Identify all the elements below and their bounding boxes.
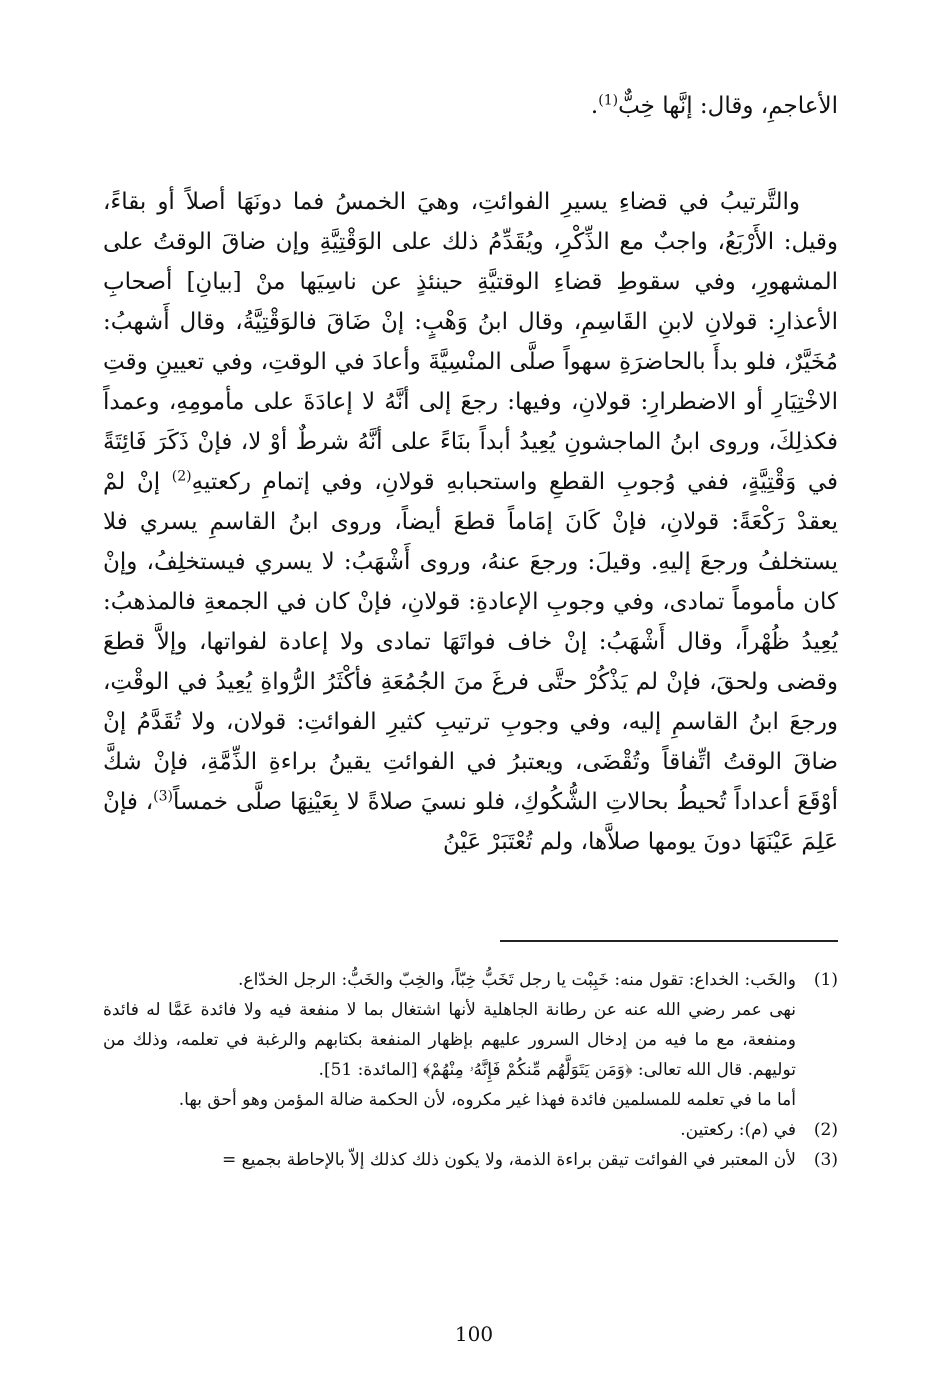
footnote-ref-3: (3) bbox=[153, 788, 173, 805]
footnote-2 bbox=[103, 1115, 838, 1145]
footnote-ref-1: (1) bbox=[598, 92, 619, 109]
footnote-ref-2: (2) bbox=[171, 468, 192, 485]
paragraph-text-part-2: إنْ لمْ يعقدْ رَكْعَةً: قولانِ، فإنْ كَانَ إمَاماً قطعَ أيضاً، وروى ابنُ القاسمِ يسري فلا يستخلفُ ورجعَ إليهِ. وقيلَ: ورجعَ عنهُ، وروى أَشْهَبُ: لا يسري فيستخلِفُ، وإنْ كان مأموماً تمادى، وفي وجوبِ الإعادةِ: قولانِ، فإنْ كان في الجمعةِ فالمذهبُ: يُعِيدُ ظُهْراً، وقال أَشْهَبُ: إنْ خاف فواتَهَا تمادى ولا إعادة لفواتها، وإلاَّ قطعَ وقضى ولحقَ، فإنْ لم يَذْكُرْ حتَّى فرغَ منَ الجُمُعَةِ فأكْثَرُ الرُّواةِ يُعِيدُ في الوقْتِ، ورجعَ ابنُ القاسمِ إليه، وفي وجوبِ ترتيبِ كثيرِ الفوائتِ: قولان، ولا تُقَدَّمُ إنْ ضاقَ الوقتُ اتِّفاقاً وتُقْضَى، ويعتبرُ في الفوائتِ يقينُ براءةِ الذِّمَّةِ، فإنْ شكَّ أوْقَعَ أعداداً تُحيطُ بحالاتِ الشُّكُوكِ، فلو نسيَ صلاةً لا بِعَيْنِهَا صلَّى خمساً bbox=[103, 469, 838, 815]
page-number: 100 bbox=[454, 1322, 494, 1346]
paragraph-text-part-3: ، فإنْ عَلِمَ عَيْنَهَا دونَ يومها صلاَّها، ولم تُعْتَبَرْ عَيْنُ bbox=[103, 789, 838, 855]
footnotes-section bbox=[103, 965, 838, 1175]
footnote-number-1: (1) bbox=[813, 970, 838, 990]
footnote-number-3: (3) bbox=[813, 1150, 838, 1170]
opening-text: الأعاجمِ، وقال: إنَّها خِبٌّ bbox=[618, 93, 838, 119]
footnote-1-line-2: نهى عمر رضي الله عنه عن رطانة الجاهلية لأنها اشتغال بما لا منفعة فيه ولا فائدة عَمَّا له فائدة ومنفعة، مع ما فيه من إدخال السرور عليهم بإظهار المنفعة بكتابهم والرغبة في تعلمه، وذلك من توليهم. قال الله تعالى: ﴿وَمَن يَتَوَلَّهُم مِّنكُمْ فَإِنَّهُۥ مِنْهُمْ﴾ [المائدة: 51]. bbox=[103, 1000, 796, 1080]
footnote-separator bbox=[500, 940, 838, 942]
footnote-1 bbox=[103, 965, 838, 1115]
footnote-3 bbox=[103, 1145, 838, 1175]
opening-period: . bbox=[590, 93, 599, 119]
main-paragraph bbox=[103, 182, 838, 862]
paragraph-text-part-1: والتَّرتيبُ في قضاءِ يسيرِ الفوائتِ، وهيَ الخمسُ فما دونَهَا أصلاً أو بقاءً، وقيل: الأَرْبَعُ، واجبٌ مع الذِّكْرِ، ويُقَدِّمُ ذلك على الوَقْتِيَّةِ وإن ضاقَ الوقتُ على المشهورِ، وفي سقوطِ قضاءِ الوقتيَّةِ حينئذٍ عن ناسِيَها منْ [بيانِ] أصحابِ الأعذارِ: قولانِ لابنِ القَاسِمِ، وقال ابنُ وَهْبٍ: إنْ ضَاقَ فالوَقْتِيَّةُ، وقال أَشهبُ: مُخَيَّرٌ، فلو بدأَ بالحاضرَةِ سهواً صلَّى المنْسِيَّةَ وأعادَ في الوقتِ، وفي تعيينِ وقتِ الاخْتِيَارِ أو الاضطرارِ: قولانِ، وفيها: رجعَ إلى أنَّهُ لا إعادَةَ على مأمومِهِ، وعمداً فكذلِكَ، وروى ابنُ الماجشونِ يُعِيدُ أبداً بنَاءً على أنَّهُ شرطٌ أوْ لا، فإنْ ذَكَرَ فَائِتَةً في وَقْتِيَّةٍ، ففي وُجوبِ القطعِ واستحبابهِ قولانِ، وفي إتمامِ ركعتيهِ bbox=[103, 189, 838, 495]
footnote-1-line-1: والخَب: الخداع: تقول منه: خَبِبْت يا رجل تَخَبُّ خِبّاً، والخِبّ والخَبُّ: الرجل الخدّاع. bbox=[238, 970, 796, 990]
opening-line bbox=[103, 86, 838, 126]
footnote-number-2: (2) bbox=[813, 1120, 838, 1140]
footnote-2-line-1: في (م): ركعتين. bbox=[680, 1120, 796, 1140]
footnote-3-line-1: لأن المعتبر في الفوائت تيقن براءة الذمة، ولا يكون ذلك كذلك إلاّ بالإحاطة بجميع = bbox=[221, 1150, 796, 1170]
footnote-1-line-3: أما ما في تعلمه للمسلمين فائدة فهذا غير مكروه، لأن الحكمة ضالة المؤمن وهو أحق بها. bbox=[178, 1090, 796, 1110]
